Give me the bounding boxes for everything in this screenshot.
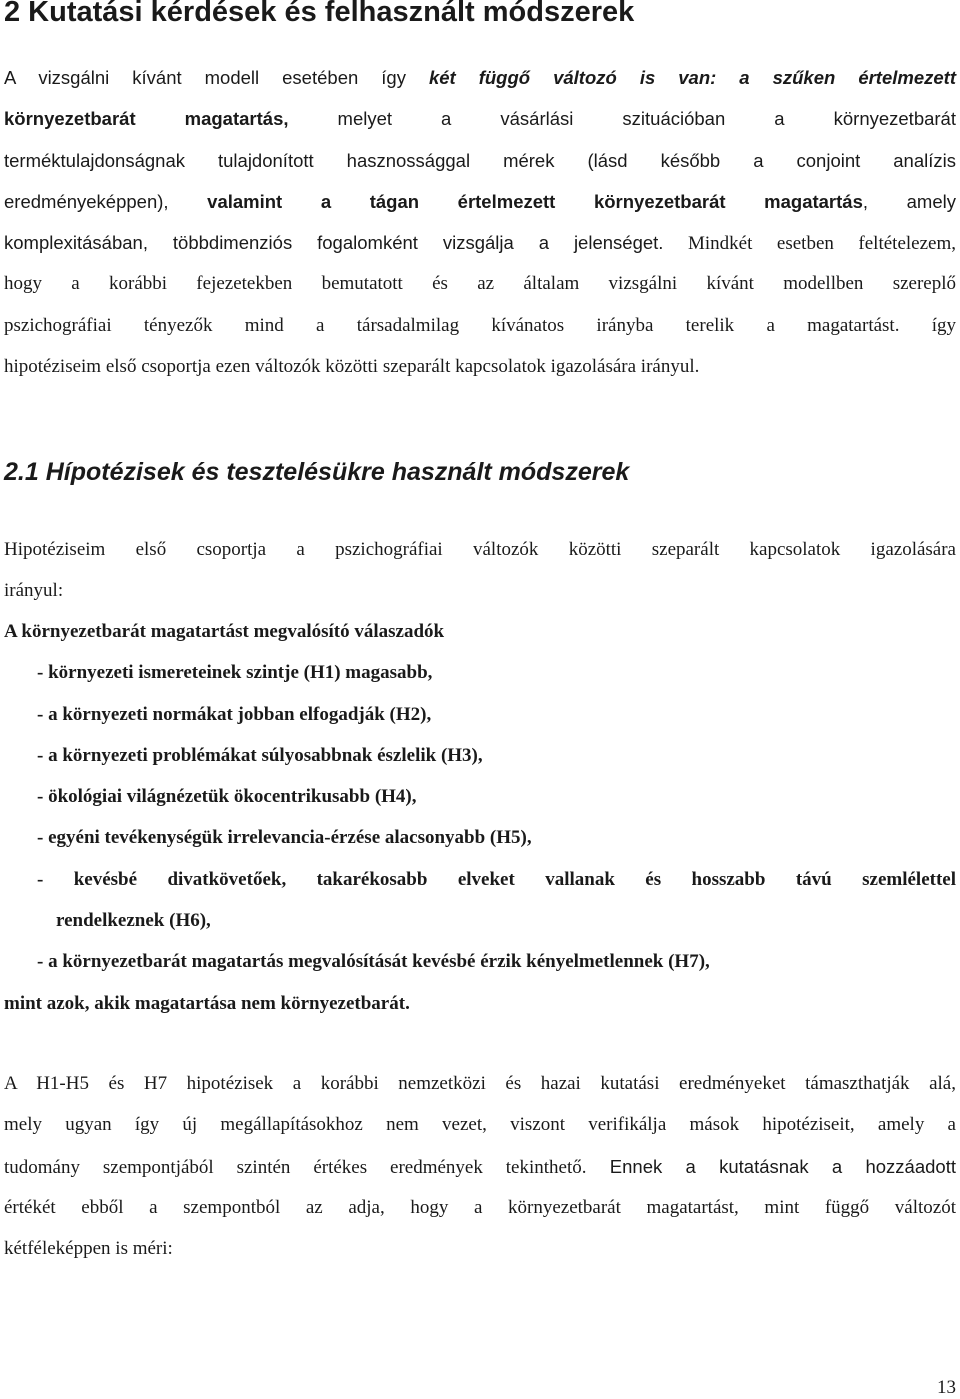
subsection-heading: 2.1 Hípotézisek és tesztelésükre használt módszerek — [4, 458, 630, 486]
list-item: - kevésbé divatkövetőek, takarékosabb elveket vallanak és hosszabb távú szemlélettel — [37, 868, 956, 890]
text-line: irányul: — [4, 580, 64, 602]
emphasis-text: két függő változó is van: a szűken értelmezett — [428, 67, 956, 88]
text-line: hipotéziseim első csoportja ezen változók közötti szeparált kapcsolatok igazolására irányul. — [4, 356, 700, 378]
intro-paragraph — [4, 57, 956, 387]
list-item: - környezeti ismereteinek szintje (H1) magasabb, — [37, 662, 433, 684]
text-line: terméktulajdonságnak tulajdonított hasznossággal mérek (lásd később a conjoint analízis — [4, 149, 956, 171]
text-line: A H1-H5 és H7 hipotézisek a korábbi nemzetközi és hazai kutatási eredményeket támaszthatják alá, — [4, 1073, 956, 1094]
list-item: - a környezeti normákat jobban elfogadják (H2), — [37, 703, 432, 725]
page-number: 13 — [937, 1377, 956, 1398]
text-line: környezetbarát magatartás, melyet a vásárlási szituációban a környezetbarát — [4, 108, 956, 130]
list-item: - a környezeti problémákat súlyosabbnak észlelik (H3), — [37, 744, 483, 766]
emphasis-text: valamint a tágan értelmezett környezetbarát magatartás — [207, 190, 863, 212]
section-heading: 2 Kutatási kérdések és felhasznált módszerek — [4, 0, 635, 28]
hypotheses-list — [4, 611, 956, 1024]
text-line: értékét ebből a szempontból az adja, hogy a környezetbarát magatartást, mint függő változót — [4, 1196, 956, 1218]
text-line: Hipotéziseim első csoportja a pszichográfiai változók közötti szeparált kapcsolatok igazolására — [4, 539, 956, 560]
text-line: tudomány szempontjából szintén értékes eredmények tekinthető. Ennek a kutatásnak a hozzáadott — [4, 1155, 956, 1178]
list-lead: A környezetbarát magatartást megvalósító válaszadók — [4, 621, 445, 642]
list-item: - ökológiai világnézetük ökocentrikusabb (H4), — [37, 786, 417, 808]
list-item: - a környezetbarát magatartás megvalósítását kevésbé érzik kényelmetlennek (H7), — [37, 951, 710, 973]
text-line: pszichográfiai tényezők mind a társadalmilag kívánatos irányba terelik a magatartást. így — [4, 314, 956, 336]
final-paragraph — [4, 1063, 956, 1269]
text-line: A vizsgálni kívánt modell esetében így két függő változó is van: a szűken értelmezett — [4, 67, 956, 88]
list-item-continuation: rendelkeznek (H6), — [56, 910, 211, 932]
list-item: - egyéni tevékenységük irrelevancia-érzése alacsonyabb (H5), — [37, 827, 532, 849]
text-line: eredményeképpen), valamint a tágan értelmezett környezetbarát magatartás, amely — [4, 190, 956, 212]
list-closing: mint azok, akik magatartása nem környezetbarát. — [4, 992, 410, 1014]
text-line: kétféleképpen is méri: — [4, 1238, 173, 1260]
text-line: mely ugyan így új megállapításokhoz nem vezet, viszont verifikálja mások hipotéziseit, amely a — [4, 1114, 956, 1136]
hypotheses-intro-paragraph — [4, 529, 956, 612]
text-line: komplexitásában, többdimenziós fogalomként vizsgálja a jelenséget. Mindkét esetben feltételezem, — [4, 232, 956, 255]
text-line: hogy a korábbi fejezetekben bemutatott és az általam vizsgálni kívánt modellben szereplő — [4, 273, 956, 295]
emphasis-text: környezetbarát magatartás, — [4, 108, 289, 130]
